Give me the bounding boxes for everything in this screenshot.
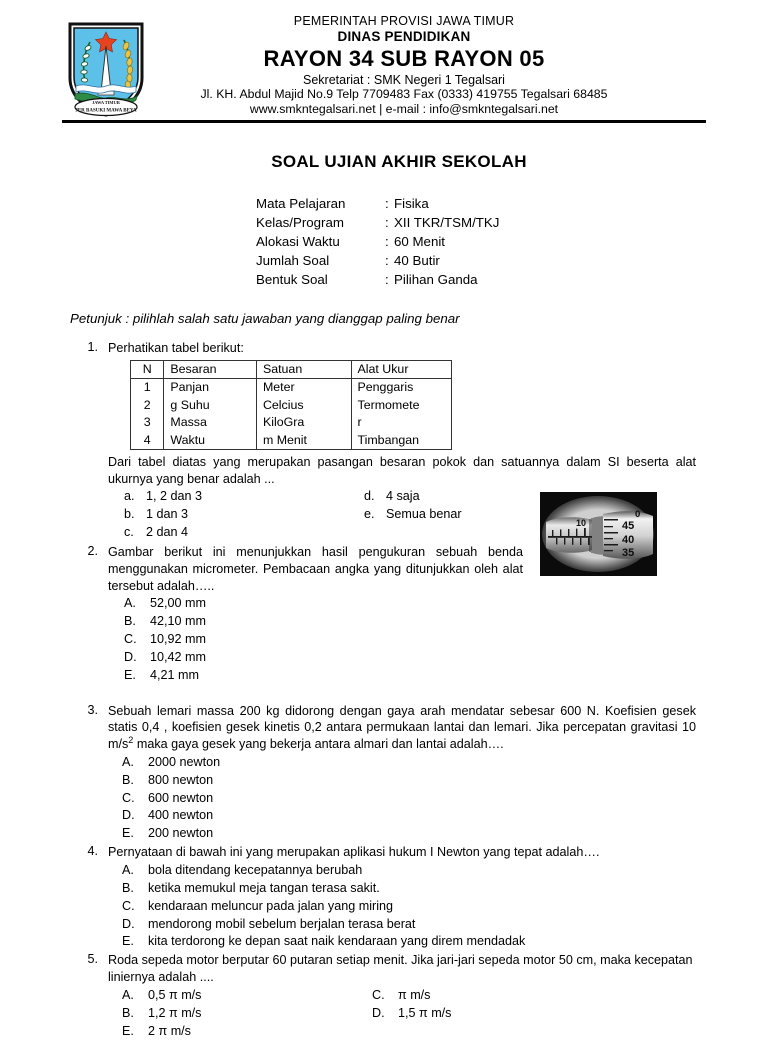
answer-option[interactable]	[122, 790, 696, 808]
micrometer-thimble-label-45: 45	[622, 520, 635, 532]
question-number: 3.	[87, 702, 98, 717]
svg-text:JER BASUKI MAWA BEYA: JER BASUKI MAWA BEYA	[75, 108, 137, 114]
answer-options	[124, 595, 523, 684]
header-line-rayon: RAYON 34 SUB RAYON 05	[263, 45, 545, 71]
instruction-text: Petunjuk : pilihlah salah satu jawaban yang dianggap paling benar	[70, 311, 460, 327]
page-title: SOAL UJIAN AKHIR SEKOLAH	[271, 152, 527, 171]
question-number: 5.	[87, 952, 98, 967]
option-text: kita terdorong ke depan saat naik kendaraan yang direm mendadak	[148, 934, 526, 949]
option-key: E.	[124, 667, 136, 682]
info-label: Alokasi Waktu	[256, 233, 340, 249]
answer-option[interactable]	[122, 754, 696, 772]
question-item-3	[0, 703, 768, 844]
option-text: 200 newton	[148, 826, 214, 841]
question-number: 4.	[87, 844, 98, 859]
table-cell-instrument: Timbangan	[351, 432, 452, 450]
info-value: Fisika	[394, 196, 429, 211]
micrometer-thimble-label-0: 0	[635, 509, 641, 520]
option-key: D.	[122, 808, 135, 823]
table-header-cell-no: N	[131, 361, 164, 379]
question-stem: Pernyataan di bawah ini yang merupakan aplikasi hukum I Newton yang tepat adalah….	[108, 845, 600, 860]
answer-options-left-column	[122, 987, 372, 1040]
option-text: 1, 2 dan 3	[146, 489, 203, 504]
answer-option[interactable]	[122, 1023, 372, 1040]
option-text: 1,5 π m/s	[398, 1005, 452, 1020]
table-cell-no: 4	[131, 432, 164, 450]
info-row-question-format	[256, 271, 768, 290]
question-body	[108, 544, 768, 685]
option-text: 10,92 mm	[150, 632, 206, 647]
option-text: kendaraan meluncur pada jalan yang miring	[148, 898, 394, 913]
answer-option[interactable]	[122, 772, 696, 790]
option-text: 1,2 π m/s	[148, 1005, 202, 1020]
info-label: Kelas/Program	[256, 214, 344, 230]
quantities-table	[130, 360, 452, 450]
info-value: 40 Butir	[394, 252, 440, 268]
table-cell-unit: KiloGra	[256, 414, 351, 431]
answer-option[interactable]	[124, 506, 364, 524]
question-stem-exponent: 2	[128, 734, 134, 745]
svg-text:JAWA TIMUR: JAWA TIMUR	[92, 100, 120, 105]
answer-option[interactable]	[124, 649, 523, 667]
info-colon: :	[385, 214, 389, 230]
header-line-address: Jl. KH. Abdul Majid No.9 Telp 7709483 Fax (0333) 419755 Tegalsari 68485	[200, 87, 608, 102]
option-text: 42,10 mm	[150, 614, 206, 629]
option-key: A.	[122, 987, 134, 1002]
header-line-secretariat: Sekretariat : SMK Negeri 1 Tegalsari	[303, 72, 505, 87]
document-header	[0, 0, 768, 126]
answer-option[interactable]	[124, 595, 523, 613]
option-text: 0,5 π m/s	[148, 987, 202, 1002]
info-colon: :	[385, 271, 389, 287]
table-cell-quantity: Waktu	[164, 432, 257, 450]
table-cell-quantity: Massa	[164, 414, 257, 431]
answer-option[interactable]	[122, 987, 372, 1005]
answer-option[interactable]	[122, 916, 720, 934]
option-text: Semua benar	[386, 507, 462, 522]
question-stem	[108, 703, 696, 753]
info-label: Jumlah Soal	[256, 252, 330, 268]
answer-options	[122, 862, 720, 951]
header-line-web-email: www.smkntegalsari.net | e-mail : info@smkntegalsari.net	[249, 101, 559, 116]
table-cell-unit: Celcius	[256, 397, 351, 414]
info-value: 60 Menit	[394, 233, 445, 249]
option-text: 2 π m/s	[148, 1023, 191, 1038]
question-stem-continued: Dari tabel diatas yang merupakan pasangan besaran pokok dan satuannya dalam SI beserta alat ukurnya yang benar adalah ...	[108, 454, 696, 486]
header-divider-rule	[62, 120, 706, 123]
option-key: B.	[124, 614, 136, 629]
question-stem-part1: Sebuah lemari massa 200 kg didorong dengan gaya arah mendatar sebesar 600 N. Koefisien gesek statis 0,4 , koefisien gesek kinetis 0,2 antara permukaan lantai dan lemari. Jika percepatan gravitasi 10 m/s	[108, 703, 696, 752]
table-cell-unit: Meter	[256, 379, 351, 397]
option-text: 2000 newton	[148, 754, 221, 769]
question-stem: Perhatikan tabel berikut:	[108, 341, 244, 356]
table-row	[131, 379, 452, 397]
answer-option[interactable]	[124, 488, 364, 506]
option-text: 600 newton	[148, 790, 214, 805]
answer-options-right-column	[372, 987, 730, 1040]
answer-option[interactable]	[122, 1005, 372, 1023]
table-cell-no: 2	[131, 397, 164, 414]
option-text: 10,42 mm	[150, 649, 206, 664]
question-number: 2.	[87, 544, 98, 559]
option-key: B.	[122, 880, 134, 895]
question-body	[108, 952, 768, 1040]
table-header-cell-unit: Satuan	[256, 361, 351, 379]
info-row-question-count	[256, 252, 768, 271]
option-text: 400 newton	[148, 808, 214, 823]
header-line-department: DINAS PENDIDIKAN	[337, 28, 471, 44]
option-key: C.	[122, 790, 135, 805]
info-colon: :	[385, 196, 389, 211]
option-key: E.	[122, 934, 134, 949]
answer-option[interactable]	[124, 613, 523, 631]
option-key: D.	[124, 649, 137, 664]
option-key: e.	[364, 507, 375, 522]
answer-options-left-column	[124, 488, 364, 542]
table-row	[131, 414, 452, 431]
question-body	[108, 340, 768, 542]
option-text: 4 saja	[386, 489, 420, 504]
table-cell-quantity: Panjan	[164, 379, 257, 397]
option-key: c.	[124, 525, 134, 540]
micrometer-thimble-label-40: 40	[622, 534, 635, 546]
answer-options	[122, 754, 696, 843]
table-cell-no: 1	[131, 379, 164, 397]
info-row-duration	[256, 233, 768, 252]
table-cell-unit: m Menit	[256, 432, 351, 450]
option-text: mendorong mobil sebelum berjalan terasa berat	[148, 916, 416, 931]
option-key: D.	[122, 916, 135, 931]
table-cell-instrument: Penggaris	[351, 379, 452, 397]
option-key: B.	[122, 772, 134, 787]
info-colon: :	[385, 252, 389, 268]
answer-option[interactable]	[122, 807, 696, 825]
answer-option[interactable]	[372, 987, 730, 1005]
option-key: A.	[122, 862, 134, 877]
table-header-cell-instrument: Alat Ukur	[351, 361, 452, 379]
answer-option[interactable]	[122, 933, 720, 951]
answer-options	[122, 987, 730, 1040]
option-text: 4,21 mm	[150, 667, 199, 682]
info-colon: :	[385, 233, 389, 249]
table-cell-instrument: r	[351, 414, 452, 431]
option-key: C.	[124, 632, 137, 647]
answer-option[interactable]	[124, 667, 523, 685]
east-java-province-emblem-icon	[64, 20, 148, 118]
table-row	[131, 432, 452, 450]
info-value: XII TKR/TSM/TKJ	[394, 214, 500, 230]
micrometer-thimble-label-35: 35	[622, 547, 635, 559]
table-header-row	[131, 361, 452, 379]
option-text: π m/s	[398, 987, 431, 1002]
option-text: 2 dan 4	[146, 525, 189, 540]
option-key: B.	[122, 1005, 134, 1020]
info-value: Pilihan Ganda	[394, 271, 478, 287]
option-key: d.	[364, 489, 375, 504]
header-line-government: PEMERINTAH PROVISI JAWA TIMUR	[293, 14, 515, 28]
micrometer-measurement-image	[540, 492, 657, 576]
answer-option[interactable]	[372, 1005, 730, 1023]
option-key: A.	[122, 754, 134, 769]
question-list	[0, 340, 768, 1040]
info-label: Mata Pelajaran	[256, 196, 346, 211]
answer-option[interactable]	[122, 825, 696, 843]
table-header-cell-quantity: Besaran	[164, 361, 257, 379]
option-key: E.	[122, 826, 134, 841]
question-stem-part2: maka gaya gesek yang bekerja antara almari dan lantai adalah….	[133, 737, 504, 752]
info-row-class-program	[256, 214, 768, 233]
option-text: ketika memukul meja tangan terasa sakit.	[148, 880, 380, 895]
question-item-4	[0, 844, 768, 951]
question-body	[108, 844, 768, 951]
micrometer-sleeve-label: 10	[576, 518, 587, 528]
exam-info-block	[256, 195, 768, 289]
option-key: b.	[124, 507, 135, 522]
option-key: C.	[122, 898, 135, 913]
question-stem: Gambar berikut ini menunjukkan hasil pengukuran sebuah benda menggunakan micrometer. Pembacaan angka yang ditunjukkan oleh alat tersebut adalah…..	[108, 545, 523, 593]
question-stem: Roda sepeda motor berputar 60 putaran setiap menit. Jika jari-jari sepeda motor 50 cm, maka kecepatan liniernya adalah ....	[108, 953, 693, 985]
option-key: D.	[372, 1005, 385, 1020]
table-row	[131, 397, 452, 414]
option-key: C.	[372, 987, 385, 1002]
answer-option[interactable]	[122, 862, 720, 880]
option-text: 1 dan 3	[146, 507, 189, 522]
info-row-subject	[256, 195, 768, 214]
answer-option[interactable]	[124, 631, 523, 649]
option-key: E.	[122, 1023, 134, 1038]
answer-option[interactable]	[122, 880, 720, 898]
option-text: 52,00 mm	[150, 596, 206, 611]
question-item-5	[0, 952, 768, 1040]
answer-option[interactable]	[122, 898, 720, 916]
option-key: A.	[124, 596, 136, 611]
answer-option[interactable]	[124, 524, 364, 542]
info-label: Bentuk Soal	[256, 271, 328, 287]
question-body	[108, 703, 768, 844]
table-cell-no: 3	[131, 414, 164, 431]
table-cell-instrument: Termomete	[351, 397, 452, 414]
table-cell-quantity: g Suhu	[164, 397, 257, 414]
option-text: bola ditendang kecepatannya berubah	[148, 862, 363, 877]
question-number: 1.	[87, 340, 98, 355]
option-text: 800 newton	[148, 772, 214, 787]
option-key: a.	[124, 489, 135, 504]
